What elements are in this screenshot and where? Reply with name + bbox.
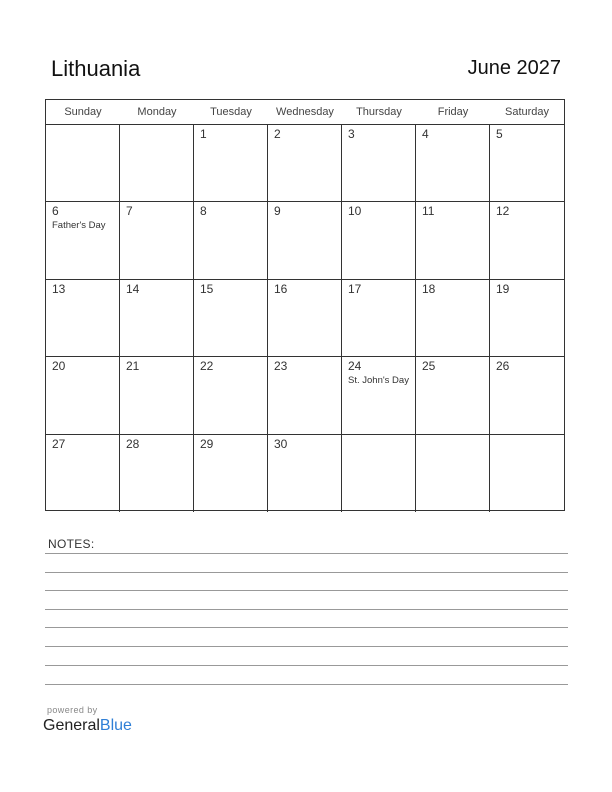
day-number: 28 <box>126 436 140 451</box>
holiday-label: St. John's Day <box>348 375 409 387</box>
day-number: 11 <box>422 204 435 219</box>
weekday-sunday: Sunday <box>64 106 102 118</box>
day-number: 7 <box>126 204 133 219</box>
note-line <box>45 590 568 591</box>
note-line <box>45 684 568 685</box>
powered-by-text: powered by <box>47 705 98 715</box>
day-cell-empty <box>416 435 490 512</box>
weekday-tuesday: Tuesday <box>210 106 252 118</box>
weekday-header-row <box>46 100 564 125</box>
day-cell-9 <box>268 202 342 279</box>
weekday-wednesday: Wednesday <box>276 106 334 118</box>
day-number: 18 <box>422 281 436 296</box>
day-cell-29 <box>194 435 268 512</box>
day-cell-10 <box>342 202 416 279</box>
note-line <box>45 609 568 610</box>
day-cell-19 <box>490 280 564 357</box>
day-cell-empty <box>120 125 194 202</box>
day-cell-12 <box>490 202 564 279</box>
day-cell-22 <box>194 357 268 434</box>
day-number: 22 <box>200 359 214 374</box>
day-number: 30 <box>274 436 288 451</box>
weekday-monday: Monday <box>137 106 177 118</box>
day-number: 15 <box>200 281 214 296</box>
day-number: 8 <box>200 204 207 219</box>
day-number: 3 <box>348 127 355 141</box>
day-cell-26 <box>490 357 564 434</box>
day-cell-24 <box>342 357 416 434</box>
day-cell-28 <box>120 435 194 512</box>
day-number: 23 <box>274 359 288 374</box>
day-cell-27 <box>46 435 120 512</box>
day-cell-7 <box>120 202 194 279</box>
day-number: 26 <box>496 359 510 374</box>
day-number: 20 <box>52 359 66 374</box>
day-cell-17 <box>342 280 416 357</box>
day-cell-2 <box>268 125 342 202</box>
day-cell-15 <box>194 280 268 357</box>
day-number: 17 <box>348 281 362 296</box>
day-number: 19 <box>496 281 510 296</box>
country-title: Lithuania <box>51 56 141 81</box>
day-cell-30 <box>268 435 342 512</box>
day-cell-4 <box>416 125 490 202</box>
day-number: 4 <box>422 127 429 141</box>
day-number: 1 <box>200 127 207 141</box>
day-number: 5 <box>496 127 503 141</box>
note-line <box>45 572 568 573</box>
calendar-weeks <box>46 125 564 512</box>
day-number: 29 <box>200 436 214 451</box>
day-number: 12 <box>496 204 510 219</box>
month-year-title: June 2027 <box>467 57 561 79</box>
note-line <box>45 646 568 647</box>
note-line <box>45 627 568 628</box>
day-cell-16 <box>268 280 342 357</box>
day-number: 6 <box>52 204 59 219</box>
day-cell-23 <box>268 357 342 434</box>
day-number: 14 <box>126 281 140 296</box>
note-line <box>45 665 568 666</box>
day-cell-25 <box>416 357 490 434</box>
day-cell-1 <box>194 125 268 202</box>
day-number: 24 <box>348 359 362 374</box>
day-cell-13 <box>46 280 120 357</box>
day-number: 2 <box>274 127 281 141</box>
day-cell-20 <box>46 357 120 434</box>
holiday-label: Father's Day <box>52 220 106 232</box>
day-number: 13 <box>52 281 66 296</box>
day-number: 21 <box>126 359 140 374</box>
weekday-thursday: Thursday <box>356 106 402 118</box>
brand-blue: Blue <box>99 717 132 734</box>
day-cell-8 <box>194 202 268 279</box>
note-line <box>45 553 568 554</box>
day-cell-empty <box>490 435 564 512</box>
day-number: 27 <box>52 436 66 451</box>
day-cell-18 <box>416 280 490 357</box>
generalblue-logo[interactable] <box>43 717 132 735</box>
day-cell-11 <box>416 202 490 279</box>
calendar-grid <box>45 99 565 511</box>
weekday-friday: Friday <box>437 106 469 118</box>
weekday-saturday: Saturday <box>504 106 550 118</box>
day-cell-empty <box>342 435 416 512</box>
day-number: 25 <box>422 359 436 374</box>
day-number: 16 <box>274 281 288 296</box>
notes-label: NOTES: <box>48 537 95 551</box>
day-number: 9 <box>274 204 281 219</box>
day-cell-5 <box>490 125 564 202</box>
brand-general: General <box>43 717 100 734</box>
day-number: 10 <box>348 204 362 219</box>
day-cell-empty <box>46 125 120 202</box>
day-cell-6 <box>46 202 120 279</box>
day-cell-14 <box>120 280 194 357</box>
day-cell-3 <box>342 125 416 202</box>
day-cell-21 <box>120 357 194 434</box>
